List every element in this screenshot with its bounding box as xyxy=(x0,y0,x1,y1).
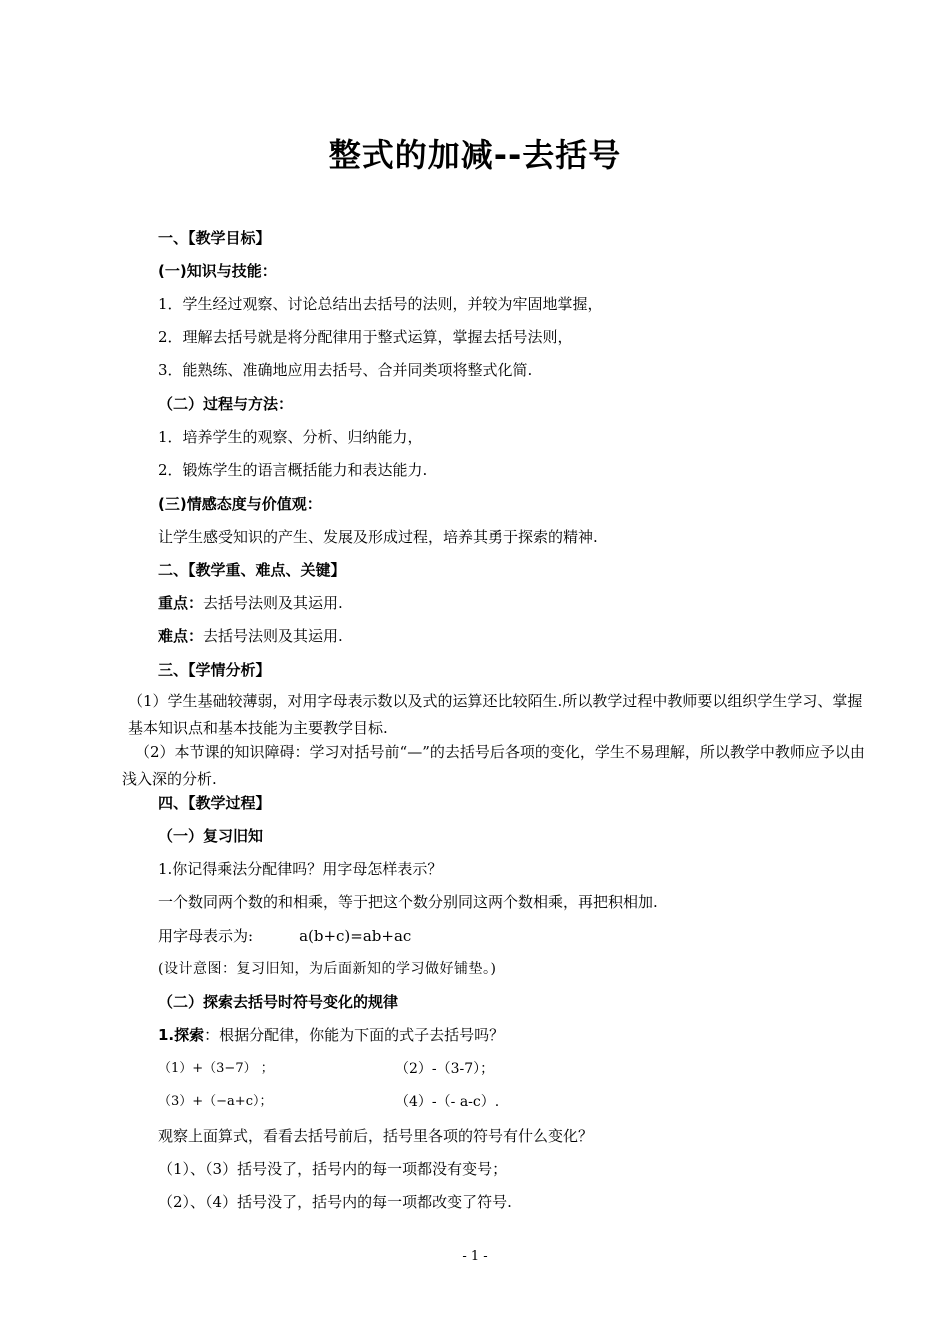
explore-line xyxy=(158,1025,504,1045)
observe-question: 观察上面算式，看看去括号前后，括号里各项的符号有什么变化？ xyxy=(158,1127,594,1145)
section-heading-analysis: 三、【学情分析】 xyxy=(158,661,271,679)
key-point-line xyxy=(158,593,343,613)
list-item: 2．锻炼学生的语言概括能力和表达能力. xyxy=(158,461,428,479)
list-item: 3．能熟练、准确地应用去括号、合并同类项将整式化简. xyxy=(158,361,533,379)
design-note: (设计意图：复习旧知，为后面新知的学习做好铺垫。) xyxy=(158,961,497,977)
formula-label: 用字母表示为: xyxy=(158,927,254,945)
key-point-label: 重点： xyxy=(158,594,204,612)
page-number: - 1 - xyxy=(462,1249,488,1264)
exercise-1: （1）+（3−7） ； xyxy=(158,1061,274,1076)
subheading-attitude: (三)情感态度与价值观： xyxy=(158,495,322,513)
difficulty-text: 去括号法则及其运用. xyxy=(203,627,343,645)
paragraph: 让学生感受知识的产生、发展及形成过程，培养其勇于探索的精神. xyxy=(158,528,598,546)
subheading-review: （一）复习旧知 xyxy=(158,827,264,845)
section-heading-goals: 一、【教学目标】 xyxy=(158,229,271,247)
list-item: 1．培养学生的观察、分析、归纳能力， xyxy=(158,428,423,446)
exercise-4: （4）-（- a-c）. xyxy=(395,1094,500,1110)
subheading-explore: （二）探索去括号时符号变化的规律 xyxy=(158,993,399,1011)
analysis-paragraph-2: （2）本节课的知识障碍：学习对括号前“—”的去括号后各项的变化，学生不易理解，所以教学中教师应予以由浅入深的分析. xyxy=(122,743,865,788)
question: 1.你记得乘法分配律吗？用字母怎样表示？ xyxy=(158,860,443,878)
list-item: 2．理解去括号就是将分配律用于整式运算，掌握去括号法则， xyxy=(158,328,573,346)
analysis-paragraph-1: （1）学生基础较薄弱，对用字母表示数以及式的运算还比较陌生.所以教学过程中教师要以组织学生学习、掌握基本知识点和基本技能为主要教学目标. xyxy=(128,692,863,737)
page-title: 整式的加减--去括号 xyxy=(328,136,622,174)
formula: a(b+c)=ab+ac xyxy=(299,927,412,945)
difficulty-line xyxy=(158,626,343,646)
section-heading-key-points: 二、【教学重、难点、关键】 xyxy=(158,561,346,579)
observation-1: （1）、（3）括号没了，括号内的每一项都没有变号； xyxy=(158,1160,508,1178)
formula-line xyxy=(158,926,411,946)
subheading-knowledge: (一)知识与技能： xyxy=(158,262,277,280)
answer: 一个数同两个数的和相乘，等于把这个数分别同这两个数相乘，再把积相加. xyxy=(158,893,658,911)
exercise-3: （3）+（−a+c）； xyxy=(158,1094,273,1109)
observation-2: （2）、（4）括号没了，括号内的每一项都改变了符号. xyxy=(158,1193,512,1211)
key-point-text: 去括号法则及其运用. xyxy=(203,594,343,612)
difficulty-label: 难点： xyxy=(158,627,204,645)
explore-text: ：根据分配律，你能为下面的式子去括号吗？ xyxy=(204,1026,505,1044)
explore-label: 1.探索 xyxy=(158,1026,205,1044)
section-heading-process: 四、【教学过程】 xyxy=(158,794,271,812)
exercise-2: （2）-（3-7）； xyxy=(395,1061,495,1077)
subheading-process: （二）过程与方法： xyxy=(158,395,294,413)
list-item: 1．学生经过观察、讨论总结出去括号的法则，并较为牢固地掌握， xyxy=(158,295,603,313)
